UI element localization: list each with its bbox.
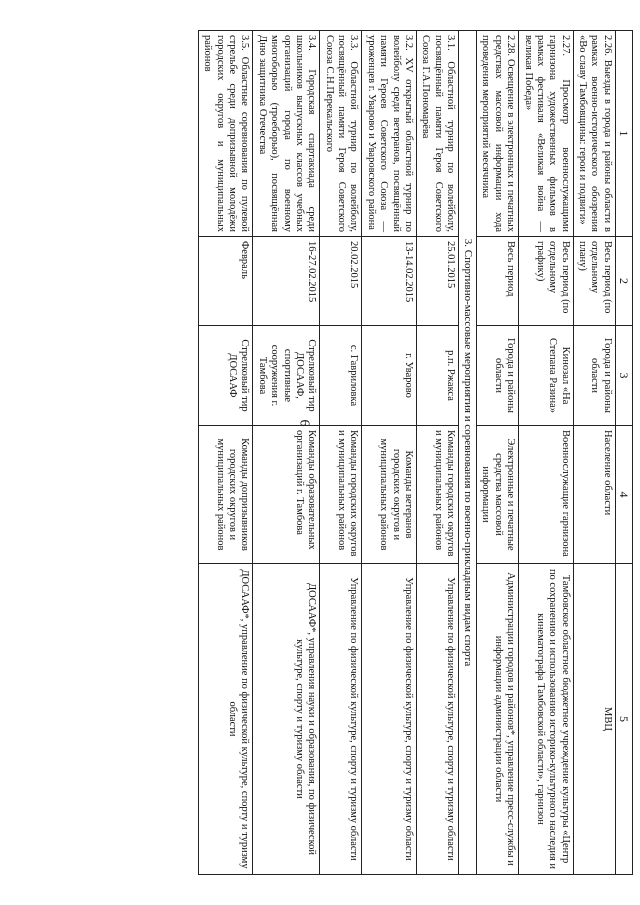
header-cell-2: 2 [615,237,632,326]
event-responsible: ДОСААФ*, управление по физической культуре, спорту и туризму области [199,564,254,875]
event-name: 2.27. Просмотр военнослужащими гарнизона художественных фильмов в рамках фестиваля «Великая война — великая Победа» [519,31,574,237]
event-name: 3.4. Городская спартакиада среди школьников выпускных классов учебных организаций города по военному многоборью (троеборью), посвящённая Дню защитника Отечества [253,31,320,237]
event-name: 3.1. Областной турнир по волейболу, посвящённый памяти Героя Советского Союза Г.А.Пономарёва [417,31,459,237]
event-participants: Население области [573,426,615,564]
table-row [519,31,574,875]
header-cell-3: 3 [615,326,632,426]
event-date: Весь период (по отдельному графику) [519,237,574,326]
event-place: р.п. Ржакса [417,326,459,426]
event-name: 2.26. Выезды в города и районы области в рамках военно-исторического обозрения «Во славу Тамбовщины: герои и подвиги» [573,31,615,237]
event-date: Весь период [477,237,519,326]
event-name: 3.2. XV открытый областной турнир по волейболу среди ветеранов, посвящённый памяти Героев Советского Союза — уроженцев г. Уварово и Уваровского района [362,31,417,237]
event-date: Февраль [199,237,254,326]
event-responsible: ДОСААФ*, управления науки и образования, по физической культуре, спорту и туризму области [253,564,320,875]
event-participants: Команды городских округов и муниципальных районов [417,426,459,564]
section-3-title: 3. Спортивно-массовые мероприятия и соревнования по военно-прикладным видам спорта [459,31,477,875]
event-responsible: Администрации городов и районов*, управление пресс-службы и информации администрации области [477,564,519,875]
table-row [573,31,615,875]
event-place: г. Уварово [362,326,417,426]
event-date: 20.02.2015 [320,237,362,326]
event-responsible: Управление по физической культуре, спорту и туризму области [417,564,459,875]
page-number: 6 [296,419,312,427]
event-responsible: МВЦ [573,564,615,875]
table-row [477,31,519,875]
header-cell-4: 4 [615,426,632,564]
event-place: с. Гавриловка [320,326,362,426]
table-header-row [615,31,632,875]
event-place: Города и районы области [477,326,519,426]
event-name: 3.5. Областные соревнования по пулевой стрельбе среди допризывной молодёжи городских округов и муниципальных районов [199,31,254,237]
event-participants: Команды допризывников городских округов и муниципальных районов [199,426,254,564]
event-responsible: Тамбовское областное бюджетное учреждение культуры «Центр по сохранению и использованию историко-культурного наследия и кинематографа Тамбовской области», гарнизон [519,564,574,875]
table-row [320,31,362,875]
events-table [198,30,633,875]
event-participants: Команды городских округов и муниципальных районов [320,426,362,564]
document-body [53,30,633,875]
event-place: Стрелковый тир ДОСААФ, спортивные сооружения г. Тамбова [253,326,320,426]
section-heading-row [459,31,477,875]
table-row [199,31,254,875]
event-place: Стрелковый тир ДОСААФ [199,326,254,426]
event-date: Весь период (по отдельному плану) [573,237,615,326]
event-name: 2.28. Освещение в электронных и печатных средствах массовой информации хода проведения мероприятий месячника [477,31,519,237]
event-participants: Электронные и печатные средства массовой информации [477,426,519,564]
event-participants: Команды образовательных организаций г. Тамбова [253,426,320,564]
header-cell-5: 5 [615,564,632,875]
table-row [362,31,417,875]
event-place: Города и районы области [573,326,615,426]
page-rotator [53,30,633,875]
event-participants: Команды ветеранов городских округов и муниципальных районов [362,426,417,564]
table-row [253,31,320,875]
event-place: Кинозал «На Степана Разина» [519,326,574,426]
event-name: 3.3. Областной турнир по волейболу, посвящённый памяти Героя Советского Союза С.Н.Перекальского [320,31,362,237]
event-participants: Военнослужащие гарнизона [519,426,574,564]
event-responsible: Управление по физической культуре, спорту и туризму области [362,564,417,875]
event-date: 25.01.2015 [417,237,459,326]
header-cell-1: 1 [615,31,632,237]
table-row [417,31,459,875]
event-responsible: Управление по физической культуре, спорту и туризму области [320,564,362,875]
event-date: 13-14.02.2015 [362,237,417,326]
event-date: 16-27.02.2015 [253,237,320,326]
